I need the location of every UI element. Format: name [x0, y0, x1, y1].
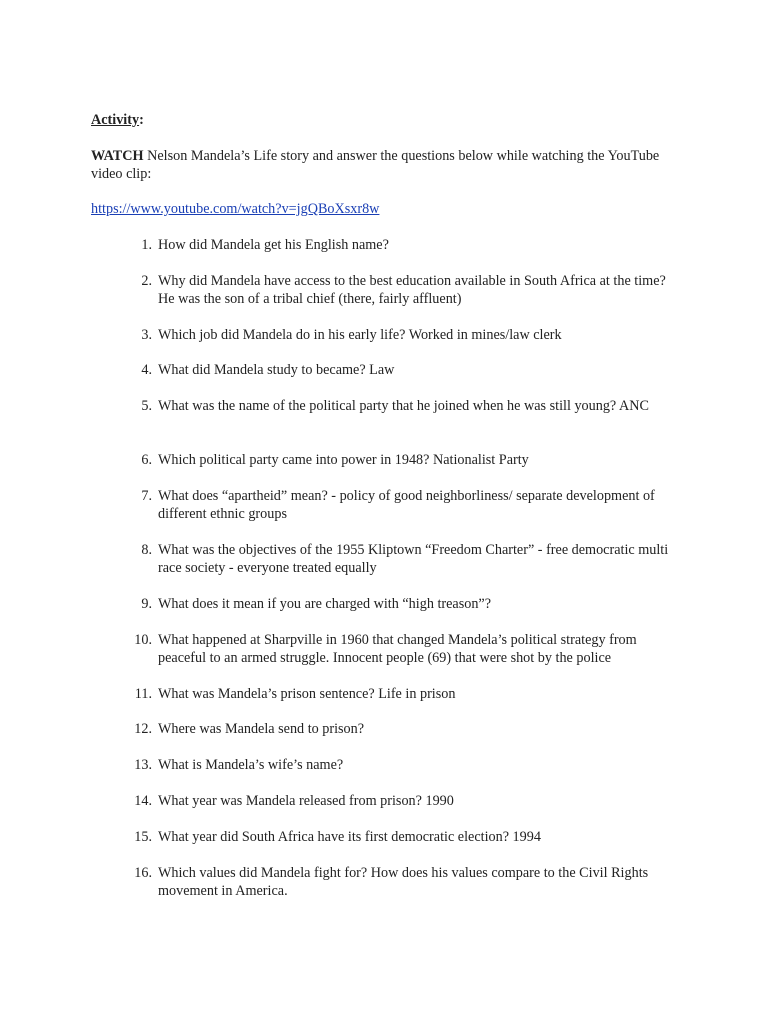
- question-text: What was Mandela’s prison sentence? Life in prison: [158, 686, 456, 702]
- question-text: Which job did Mandela do in his early life? Worked in mines/law clerk: [158, 327, 562, 343]
- question-item-12: [128, 720, 688, 738]
- question-item-15: [128, 828, 688, 846]
- question-number: 8.: [141, 542, 152, 558]
- question-text: What year did South Africa have its first democratic election? 1994: [158, 829, 541, 845]
- question-text: What was the objectives of the 1955 Kliptown “Freedom Charter” - free democratic multi race society - everyone treated equally: [158, 542, 669, 576]
- question-number: 1.: [141, 237, 152, 253]
- question-item-6: [128, 451, 688, 469]
- question-number: 7.: [141, 488, 152, 504]
- question-item-3: [128, 326, 688, 344]
- question-item-7: [128, 487, 688, 523]
- question-number: 3.: [141, 327, 152, 343]
- question-text: What happened at Sharpville in 1960 that changed Mandela’s political strategy from peaceful to an armed struggle. Innocent people (69) that were shot by the police: [158, 632, 637, 666]
- activity-heading: [91, 111, 144, 129]
- question-item-13: [128, 756, 688, 774]
- question-item-4: [128, 361, 688, 379]
- question-number: 16.: [134, 865, 152, 881]
- question-number: 9.: [141, 596, 152, 612]
- question-item-5: [128, 397, 688, 415]
- intro-paragraph: [91, 147, 661, 183]
- question-item-1: [128, 236, 688, 254]
- question-item-14: [128, 792, 688, 810]
- question-item-10: [128, 631, 688, 667]
- question-number: 6.: [141, 452, 152, 468]
- youtube-link[interactable]: https://www.youtube.com/watch?v=jgQBoXsxr8w: [91, 201, 380, 217]
- question-item-8: [128, 541, 688, 577]
- question-item-16: [128, 864, 688, 900]
- question-text: Why did Mandela have access to the best education available in South Africa at the time? He was the son of a tribal chief (there, fairly affluent): [158, 273, 666, 307]
- activity-label: Activity: [91, 112, 140, 128]
- intro-text: Nelson Mandela’s Life story and answer the questions below while watching the YouTube video clip:: [91, 148, 660, 182]
- question-item-2: [128, 272, 688, 308]
- question-text: Which values did Mandela fight for? How does his values compare to the Civil Rights movement in America.: [158, 865, 649, 899]
- question-text: What does it mean if you are charged with “high treason”?: [158, 596, 492, 612]
- question-item-9: [128, 595, 688, 613]
- question-number: 15.: [134, 829, 152, 845]
- activity-colon: :: [139, 112, 144, 128]
- question-text: What does “apartheid” mean? - policy of good neighborliness/ separate development of different ethnic groups: [158, 488, 655, 522]
- question-number: 14.: [134, 793, 152, 809]
- question-text: What year was Mandela released from prison? 1990: [158, 793, 454, 809]
- question-text: What did Mandela study to became? Law: [158, 362, 395, 378]
- question-item-11: [128, 685, 688, 703]
- question-text: Which political party came into power in 1948? Nationalist Party: [158, 452, 529, 468]
- question-text: How did Mandela get his English name?: [158, 237, 389, 253]
- watch-label: WATCH: [91, 148, 144, 164]
- question-number: 13.: [134, 757, 152, 773]
- question-number: 10.: [134, 632, 152, 648]
- question-number: 5.: [141, 398, 152, 414]
- question-number: 12.: [134, 721, 152, 737]
- question-text: Where was Mandela send to prison?: [158, 721, 365, 737]
- question-text: What was the name of the political party that he joined when he was still young? ANC: [158, 398, 649, 414]
- question-text: What is Mandela’s wife’s name?: [158, 757, 344, 773]
- question-number: 4.: [141, 362, 152, 378]
- question-number: 2.: [141, 273, 152, 289]
- question-number: 11.: [134, 686, 152, 702]
